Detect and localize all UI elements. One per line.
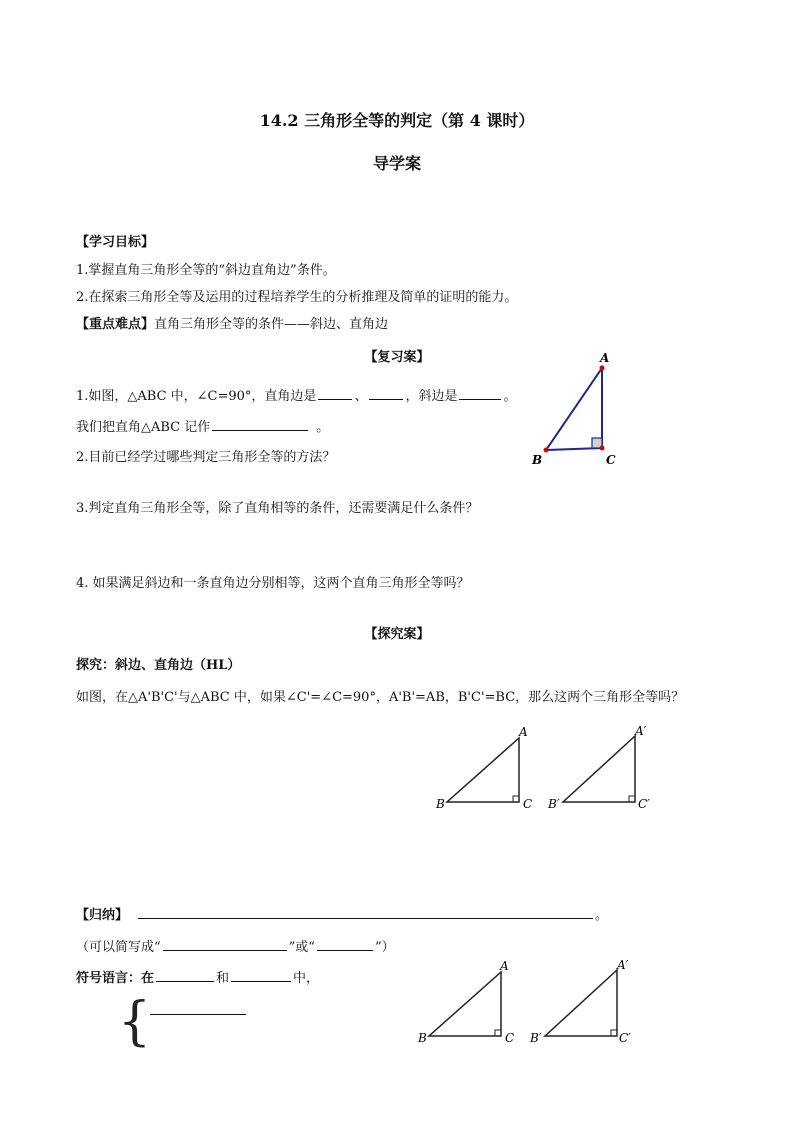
answer-blank-triangle2[interactable] (231, 968, 291, 982)
answer-blank-abbr-long[interactable] (163, 937, 287, 951)
review-triangle-figure (528, 348, 628, 470)
summary-line (76, 905, 608, 925)
triangle-a2b2c2 (563, 736, 635, 802)
right-angle-mark-c2 (629, 796, 635, 802)
explore-question: 如图，在△A'B'C'与△ABC 中，如果∠C'=∠C=90°，A'B'=AB，B'C'=BC，那么这两个三角形全等吗？ (76, 690, 685, 705)
answer-blank-proof-condition[interactable] (150, 1014, 246, 1015)
answer-blank-hypotenuse[interactable] (459, 386, 501, 400)
review-q1-line2-end: 。 (316, 420, 330, 435)
label-c-prime: C′ (619, 1031, 631, 1045)
answer-blank-leg2[interactable] (369, 386, 403, 400)
abbr-text-a: （可以简写成“ (76, 940, 161, 955)
explore-subheading: 探究：斜边、直角边（HL） (76, 658, 241, 673)
right-angle-mark-c2 (611, 1030, 617, 1036)
label-b: B (532, 453, 543, 467)
summary-triangles-figure (410, 956, 640, 1052)
right-angle-mark-c (495, 1030, 501, 1036)
review-q4: 4. 如果满足斜边和一条直角边分别相等，这两个直角三角形全等吗？ (76, 576, 470, 591)
abbr-text-b: ”或“ (288, 940, 315, 955)
label-a: A (519, 725, 528, 739)
answer-blank-triangle1[interactable] (156, 968, 214, 982)
key-difficulty (76, 316, 388, 334)
answer-blank-leg1[interactable] (318, 386, 352, 400)
page-subtitle: 导学案 (372, 154, 421, 173)
label-c: C (606, 453, 616, 467)
proof-brace: { (118, 992, 152, 1052)
summary-abbreviation (76, 937, 395, 957)
review-q1-text: 1.如图，△ABC 中，∠C=90°，直角边是 (76, 389, 317, 404)
review-q1-line2 (76, 417, 329, 437)
review-q3: 3.判定直角三角形全等，除了直角相等的条件，还需要满足什么条件？ (76, 501, 479, 516)
summary-heading: 【归纳】 (76, 908, 129, 923)
review-q2: 2.目前已经学过哪些判定三角形全等的方法？ (76, 450, 336, 465)
review-heading: 【复习案】 (364, 350, 430, 365)
review-q1-end: 。 (503, 389, 517, 404)
label-a: A (500, 959, 509, 973)
label-b: B (418, 1031, 427, 1045)
right-angle-mark-c (513, 796, 519, 802)
label-c-prime: C′ (638, 797, 650, 811)
label-c: C (505, 1031, 515, 1045)
page-title: 14.2 三角形全等的判定（第 4 课时） (259, 111, 535, 130)
review-q1 (76, 386, 516, 406)
key-heading: 【重点难点】 (76, 317, 155, 332)
symbol-text-b: 和 (216, 971, 230, 986)
review-q1-hyp-text: ，斜边是 (405, 389, 458, 404)
goal-item-1: 1.掌握直角三角形全等的“斜边直角边”条件。 (76, 263, 336, 278)
answer-blank-abbr-short[interactable] (317, 937, 373, 951)
triangle-abc (447, 738, 519, 802)
goals-heading: 【学习目标】 (76, 235, 155, 250)
review-q1-sep: 、 (354, 389, 368, 404)
label-b: B (436, 797, 445, 811)
symbol-language (76, 968, 319, 988)
key-text: 直角三角形全等的条件——斜边、直角边 (154, 317, 389, 332)
label-c: C (523, 797, 533, 811)
label-a-prime: A′ (617, 958, 629, 972)
triangle-abc (429, 972, 501, 1036)
label-b-prime: B′ (530, 1031, 542, 1045)
abbr-text-c: ”） (374, 940, 395, 955)
answer-blank-summary[interactable] (138, 905, 593, 919)
point-b (544, 448, 549, 453)
label-b-prime: B′ (548, 797, 560, 811)
answer-blank-notation[interactable] (212, 417, 308, 431)
symbol-text-c: 中， (293, 971, 320, 986)
explore-heading: 【探究案】 (364, 627, 430, 642)
goal-item-2: 2.在探索三角形全等及运用的过程培养学生的分析推理及简单的证明的能力。 (76, 290, 518, 305)
label-a: A (600, 351, 610, 365)
point-a (600, 366, 605, 371)
symbol-text-a: 符号语言：在 (76, 971, 155, 986)
review-q1-line2-text: 我们把直角△ABC 记作 (76, 420, 211, 435)
point-c (600, 446, 605, 451)
explore-triangles-figure (430, 722, 660, 818)
triangle-a2b2c2 (545, 970, 617, 1036)
label-a-prime: A′ (635, 724, 647, 738)
summary-end: 。 (595, 908, 609, 923)
